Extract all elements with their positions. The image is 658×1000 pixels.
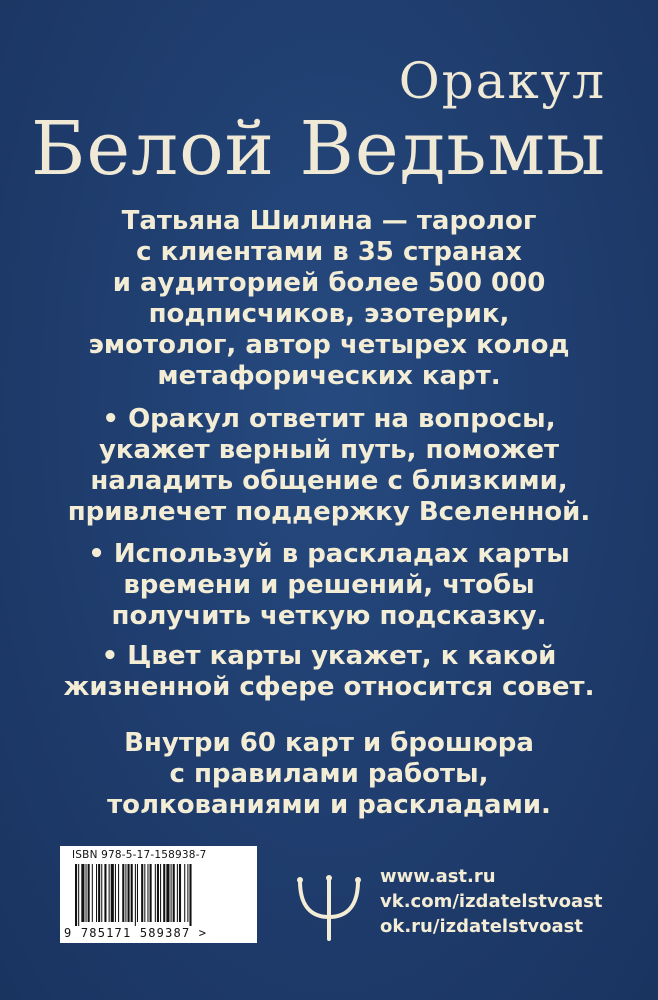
inside-line: толкованиями и раскладами.	[107, 790, 551, 820]
link-ok[interactable]: ok.ru/izdatelstvoast	[380, 916, 583, 937]
barcode-bar	[78, 864, 79, 926]
barcode-bar	[155, 864, 156, 922]
barcode-bar	[157, 864, 159, 922]
bio-line: эмотолог, автор четырех колод	[88, 330, 570, 360]
bio-line: с клиентами в 35 странах	[136, 237, 522, 267]
bullet-line: • Цвет карты укажет, к какой	[101, 641, 557, 671]
barcode-bar	[131, 864, 133, 922]
barcode-bar	[141, 864, 143, 922]
barcode-bar	[184, 864, 185, 922]
bullet-line: привлечет поддержку Вселенной.	[67, 497, 591, 527]
barcode-bar	[88, 864, 90, 922]
bio-line: подписчиков, эзотерик,	[148, 299, 510, 329]
inside-line: с правилами работы,	[169, 759, 489, 789]
link-ast-site[interactable]: www.ast.ru	[380, 866, 496, 887]
barcode-bar	[150, 864, 152, 922]
barcode-bar	[135, 864, 136, 926]
bullet-line: жизненной сфере относится совет.	[63, 672, 595, 702]
barcode-bar	[163, 864, 165, 922]
bullet-oracle-answers	[20, 404, 638, 528]
barcode-bar	[118, 864, 119, 922]
barcode-bar	[101, 864, 102, 922]
barcode-bar	[187, 864, 188, 922]
barcode-bar	[171, 864, 172, 922]
barcode-bar	[109, 864, 110, 922]
isbn-label: ISBN 978-5-17-158938-7	[72, 849, 207, 861]
barcode-bar	[128, 864, 130, 922]
bio-line: и аудиторией более 500 000	[112, 268, 546, 298]
barcode	[60, 846, 257, 943]
barcode-bar	[98, 864, 100, 922]
author-bio	[20, 206, 638, 392]
barcode-bar	[137, 864, 138, 922]
bullet-line: наладить общение с близкими,	[90, 466, 568, 496]
barcode-bar	[111, 864, 114, 922]
title-line-oracle: Оракул	[398, 52, 606, 110]
barcode-bar	[160, 864, 161, 922]
barcode-bar	[75, 864, 77, 926]
bullet-line: • Оракул ответит на вопросы,	[102, 404, 556, 434]
barcode-bars	[74, 864, 248, 926]
bullet-line: • Используй в раскладах карты	[88, 539, 570, 569]
bullet-line: укажет верный путь, поможет	[98, 435, 560, 465]
bullet-time-cards	[20, 539, 638, 632]
inside-contents	[20, 728, 638, 821]
barcode-digits: 9 785171 589387 >	[64, 926, 208, 940]
title-line-white-witch: Белой Ведьмы	[30, 106, 606, 192]
barcode-bar	[96, 864, 97, 922]
bio-line: метафорических карт.	[157, 361, 501, 391]
barcode-bar	[104, 864, 106, 922]
barcode-bar	[166, 864, 169, 922]
bullet-line: времени и решений, чтобы	[123, 570, 535, 600]
bullet-card-color	[20, 641, 638, 703]
barcode-bar	[179, 864, 181, 922]
inside-line: Внутри 60 карт и брошюра	[124, 728, 534, 758]
psi-icon	[294, 873, 364, 943]
barcode-bar	[147, 864, 148, 922]
barcode-bar	[189, 864, 191, 926]
barcode-bar	[173, 864, 175, 922]
publisher-links	[380, 864, 602, 939]
barcode-bar	[125, 864, 126, 922]
barcode-bar	[86, 864, 87, 922]
link-vk[interactable]: vk.com/izdatelstvoast	[380, 891, 603, 912]
barcode-bar	[122, 864, 124, 922]
barcode-bar	[177, 864, 178, 922]
bullet-line: получить четкую подсказку.	[111, 601, 547, 631]
barcode-bar	[144, 864, 145, 922]
barcode-bar	[81, 864, 84, 922]
barcode-bar	[115, 864, 116, 922]
barcode-bar	[92, 864, 93, 922]
bio-line: Татьяна Шилина — таролог	[121, 206, 537, 236]
